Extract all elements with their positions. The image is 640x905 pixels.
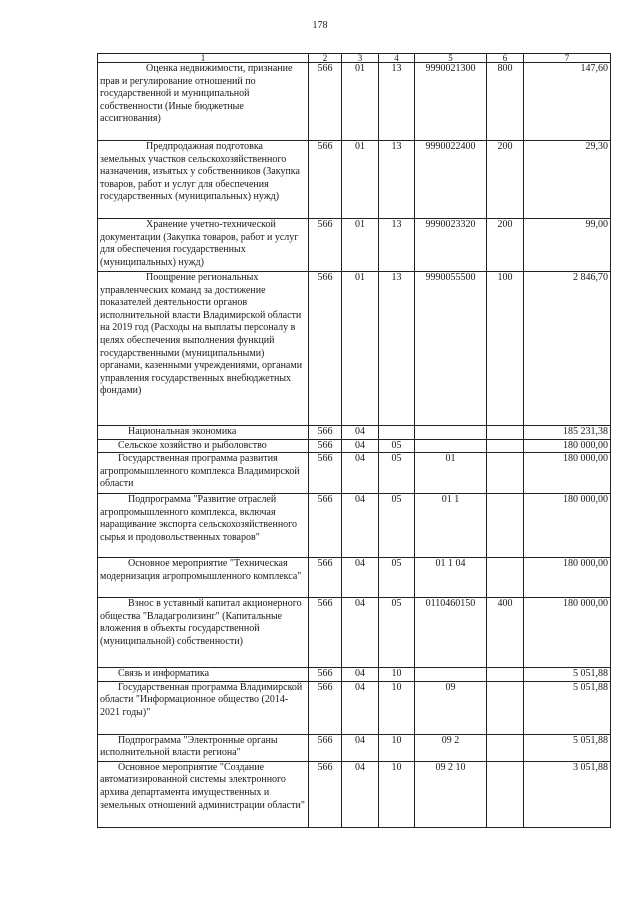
section-cell: 04 <box>342 761 379 827</box>
section-cell: 04 <box>342 681 379 734</box>
sum-cell: 180 000,00 <box>524 453 611 494</box>
sum-cell: 180 000,00 <box>524 494 611 558</box>
row-name: Государственная программа развития агропромышленного комплекса Владимирской области <box>100 453 300 490</box>
row-name-cell <box>98 761 309 827</box>
expense-type-cell <box>487 668 524 682</box>
table-row <box>98 439 611 453</box>
target-article-cell: 01 1 <box>415 494 487 558</box>
table-row <box>98 734 611 761</box>
target-article-cell: 09 2 10 <box>415 761 487 827</box>
subsection-cell: 13 <box>379 141 415 219</box>
ved-cell: 566 <box>309 668 342 682</box>
ved-cell: 566 <box>309 558 342 598</box>
section-cell: 01 <box>342 219 379 272</box>
row-name: Оценка недвижимости, признание прав и регулирование отношений по государственной и муниципальной собственности (Иные бюджетные ассигнования) <box>100 63 293 125</box>
section-cell: 01 <box>342 272 379 426</box>
target-article-cell: 9990022400 <box>415 141 487 219</box>
row-name-cell <box>98 681 309 734</box>
column-number: 7 <box>524 54 611 63</box>
target-article-cell <box>415 426 487 440</box>
section-cell: 04 <box>342 453 379 494</box>
target-article-cell: 0110460150 <box>415 598 487 668</box>
column-number: 1 <box>98 54 309 63</box>
row-name-cell <box>98 598 309 668</box>
target-article-cell <box>415 668 487 682</box>
sum-cell: 2 846,70 <box>524 272 611 426</box>
row-name-cell <box>98 453 309 494</box>
column-number: 5 <box>415 54 487 63</box>
section-cell: 04 <box>342 426 379 440</box>
section-cell: 01 <box>342 63 379 141</box>
subsection-cell: 10 <box>379 681 415 734</box>
row-name-cell <box>98 734 309 761</box>
ved-cell: 566 <box>309 453 342 494</box>
ved-cell: 566 <box>309 272 342 426</box>
row-name-cell <box>98 558 309 598</box>
subsection-cell: 05 <box>379 439 415 453</box>
column-number: 2 <box>309 54 342 63</box>
expense-type-cell: 200 <box>487 219 524 272</box>
ved-cell: 566 <box>309 219 342 272</box>
row-name-cell <box>98 63 309 141</box>
row-name: Подпрограмма "Развитие отраслей агропромышленного комплекса, включая наращивание экспорта сельскохозяйственного сырья и продовольственных товаров" <box>100 494 298 543</box>
section-cell: 04 <box>342 598 379 668</box>
target-article-cell: 01 <box>415 453 487 494</box>
subsection-cell: 13 <box>379 63 415 141</box>
row-name-cell <box>98 141 309 219</box>
row-name: Поощрение региональных управленческих команд за достижение показателей деятельности органов исполнительной власти Владимирской области на 2019 год (Расходы на выплаты персоналу в целях обеспечения выполнения функций государственными (муниципальными) органами, казенными учреждениями, органами управления государственных внебюджетных фондами) <box>100 272 303 397</box>
sum-cell: 99,00 <box>524 219 611 272</box>
row-name: Национальная экономика <box>128 426 237 437</box>
expense-type-cell <box>487 734 524 761</box>
row-name: Государственная программа Владимирской области "Информационное общество (2014-2021 годы)" <box>100 681 303 718</box>
row-name: Хранение учетно-технической документации (Закупка товаров, работ и услуг для обеспечения государственных (муниципальных) нужд) <box>100 219 299 268</box>
ved-cell: 566 <box>309 494 342 558</box>
section-cell: 01 <box>342 141 379 219</box>
target-article-cell: 09 <box>415 681 487 734</box>
section-cell: 04 <box>342 439 379 453</box>
sum-cell: 29,30 <box>524 141 611 219</box>
sum-cell: 180 000,00 <box>524 439 611 453</box>
section-cell: 04 <box>342 734 379 761</box>
ved-cell: 566 <box>309 734 342 761</box>
row-name-cell <box>98 439 309 453</box>
table-row <box>98 558 611 598</box>
sum-cell: 147,60 <box>524 63 611 141</box>
row-name: Предпродажная подготовка земельных участков сельскохозяйственного назначения, изъятых у собственников (Закупка товаров, работ и услуг для обеспечения государственных (муниципальных) нужд) <box>100 141 300 203</box>
section-cell: 04 <box>342 558 379 598</box>
column-number: 6 <box>487 54 524 63</box>
ved-cell: 566 <box>309 439 342 453</box>
table-row <box>98 598 611 668</box>
subsection-cell: 10 <box>379 761 415 827</box>
table-row <box>98 63 611 141</box>
row-name-cell <box>98 426 309 440</box>
target-article-cell: 01 1 04 <box>415 558 487 598</box>
ved-cell: 566 <box>309 761 342 827</box>
row-name: Взнос в уставный капитал акционерного общества "Владагролизинг" (Капитальные вложения в объекты государственной (муниципальной) собственности) <box>100 598 302 647</box>
row-name-cell <box>98 494 309 558</box>
table-row <box>98 272 611 426</box>
row-name: Основное мероприятие "Создание автоматизированной системы электронного архива департамента имущественных и земельных отношений администрации области" <box>100 761 305 811</box>
row-name-cell <box>98 272 309 426</box>
table-row <box>98 426 611 440</box>
sum-cell: 180 000,00 <box>524 598 611 668</box>
subsection-cell: 13 <box>379 272 415 426</box>
expense-type-cell <box>487 681 524 734</box>
sum-cell: 5 051,88 <box>524 681 611 734</box>
expense-type-cell <box>487 453 524 494</box>
expense-type-cell <box>487 558 524 598</box>
page-number: 178 <box>312 20 328 31</box>
subsection-cell: 10 <box>379 668 415 682</box>
ved-cell: 566 <box>309 426 342 440</box>
expense-type-cell <box>487 439 524 453</box>
column-number: 4 <box>379 54 415 63</box>
budget-table <box>97 53 611 828</box>
expense-type-cell: 800 <box>487 63 524 141</box>
sum-cell: 5 051,88 <box>524 668 611 682</box>
target-article-cell: 9990021300 <box>415 63 487 141</box>
subsection-cell: 05 <box>379 453 415 494</box>
row-name-cell <box>98 219 309 272</box>
expense-type-cell <box>487 761 524 827</box>
sum-cell: 3 051,88 <box>524 761 611 827</box>
table-row <box>98 681 611 734</box>
row-name-cell <box>98 668 309 682</box>
subsection-cell: 05 <box>379 598 415 668</box>
target-article-cell: 9990055500 <box>415 272 487 426</box>
row-name: Основное мероприятие "Техническая модернизация агропромышленного комплекса" <box>100 558 302 582</box>
table-row <box>98 219 611 272</box>
subsection-cell: 10 <box>379 734 415 761</box>
subsection-cell: 05 <box>379 558 415 598</box>
row-name: Сельское хозяйство и рыболовство <box>118 439 267 451</box>
sum-cell: 180 000,00 <box>524 558 611 598</box>
expense-type-cell: 400 <box>487 598 524 668</box>
table-row <box>98 761 611 827</box>
section-cell: 04 <box>342 668 379 682</box>
target-article-cell: 9990023320 <box>415 219 487 272</box>
ved-cell: 566 <box>309 681 342 734</box>
subsection-cell <box>379 426 415 440</box>
subsection-cell: 05 <box>379 494 415 558</box>
ved-cell: 566 <box>309 141 342 219</box>
ved-cell: 566 <box>309 598 342 668</box>
expense-type-cell <box>487 494 524 558</box>
sum-cell: 185 231,38 <box>524 426 611 440</box>
table-row <box>98 494 611 558</box>
table-row <box>98 453 611 494</box>
table-row <box>98 141 611 219</box>
target-article-cell: 09 2 <box>415 734 487 761</box>
sum-cell: 5 051,88 <box>524 734 611 761</box>
row-name: Связь и информатика <box>118 668 210 680</box>
section-cell: 04 <box>342 494 379 558</box>
target-article-cell <box>415 439 487 453</box>
table-row <box>98 668 611 682</box>
expense-type-cell: 200 <box>487 141 524 219</box>
subsection-cell: 13 <box>379 219 415 272</box>
ved-cell: 566 <box>309 63 342 141</box>
row-name: Подпрограмма "Электронные органы исполнительной власти региона" <box>100 734 278 759</box>
column-number-row <box>98 54 611 63</box>
expense-type-cell <box>487 426 524 440</box>
column-number: 3 <box>342 54 379 63</box>
expense-type-cell: 100 <box>487 272 524 426</box>
